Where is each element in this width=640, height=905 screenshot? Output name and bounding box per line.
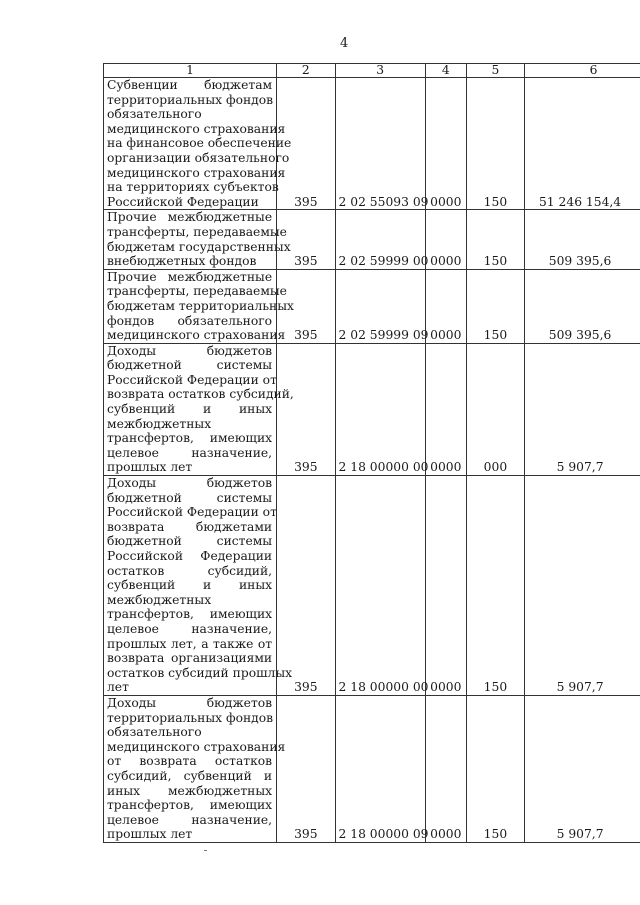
description-line: Российской Федерации	[107, 194, 259, 209]
admin-code: 395	[277, 78, 335, 210]
description-line: прошлых лет	[107, 827, 193, 842]
program-code: 0000	[425, 269, 466, 343]
description-line: обязательного	[107, 725, 202, 740]
revenue-code: 2 18 00000 00	[335, 343, 425, 475]
header-col-1: 1	[104, 64, 277, 78]
admin-code: 395	[277, 269, 335, 343]
description-line: прошлых лет	[107, 460, 193, 475]
description-line: остатков субсидий,	[107, 563, 273, 578]
row-description	[104, 476, 293, 696]
program-code: 0000	[425, 210, 466, 269]
row-description	[104, 210, 291, 269]
description-line: фондов обязательного	[107, 313, 273, 328]
description-line: субвенций и иных	[107, 402, 273, 417]
header-col-6: 6	[525, 64, 640, 78]
amount: 509 395,6	[525, 210, 640, 269]
description-line: территориальных фондов	[107, 710, 274, 725]
description-line: медицинского страхования	[107, 165, 286, 180]
description-line: возврата организациями	[107, 651, 273, 666]
description-line: от возврата остатков	[107, 754, 273, 769]
description-line: целевое назначение,	[107, 445, 273, 460]
description-line: возврата остатков субсидий,	[107, 387, 294, 402]
description-line: бюджетам территориальных	[107, 298, 294, 313]
description-line: трансфертов, имеющих	[107, 431, 273, 446]
description-line: субвенций и иных	[107, 578, 273, 593]
description-line: бюджетной системы	[107, 534, 273, 549]
kosgu-code: 150	[466, 476, 524, 696]
amount: 5 907,7	[525, 343, 640, 475]
description-line: организации обязательного	[107, 150, 290, 165]
description-line: целевое назначение,	[107, 621, 273, 636]
kosgu-code: 150	[466, 210, 524, 269]
description-line: трансферты, передаваемые	[107, 284, 287, 299]
table-row	[104, 476, 640, 696]
description-line: межбюджетных	[107, 416, 212, 431]
kosgu-code: 150	[466, 695, 524, 842]
table-row	[104, 695, 640, 842]
admin-code: 395	[277, 476, 335, 696]
description-line: Прочие межбюджетные	[107, 269, 273, 284]
revenue-code: 2 02 59999 09	[335, 269, 425, 343]
kosgu-code: 150	[466, 78, 524, 210]
description-line: бюджетной системы	[107, 490, 273, 505]
admin-code: 395	[277, 343, 335, 475]
revenue-code: 2 02 59999 00	[335, 210, 425, 269]
description-line: территориальных фондов	[107, 92, 274, 107]
description-line: иных межбюджетных	[107, 783, 273, 798]
description-line: субсидий, субвенций и	[107, 768, 273, 783]
kosgu-code: 150	[466, 269, 524, 343]
program-code: 0000	[425, 78, 466, 210]
table-row	[104, 210, 640, 269]
amount: 5 907,7	[525, 476, 640, 696]
program-code: 0000	[425, 695, 466, 842]
description-line: медицинского страхования	[107, 328, 286, 343]
description-line: обязательного	[107, 107, 202, 122]
description-line: Российской Федерации от	[107, 372, 277, 387]
program-code: 0000	[425, 476, 466, 696]
header-col-5: 5	[466, 64, 524, 78]
description-line: на финансовое обеспечение	[107, 136, 292, 151]
header-row	[104, 64, 640, 78]
description-line: прошлых лет, а также от	[107, 636, 273, 651]
description-line: трансфертов, имеющих	[107, 607, 273, 622]
admin-code: 395	[277, 210, 335, 269]
description-line: Российской Федерации от	[107, 505, 277, 520]
revenue-code: 2 18 00000 00	[335, 476, 425, 696]
program-code: 0000	[425, 343, 466, 475]
table-row	[104, 78, 640, 210]
row-description	[104, 343, 294, 475]
description-line: Российской Федерации	[107, 549, 273, 563]
table-row	[104, 343, 640, 475]
description-line: на территориях субъектов	[107, 180, 279, 195]
description-line: трансфертов, имеющих	[107, 798, 273, 813]
description-line: Доходы бюджетов	[107, 695, 273, 710]
description-line: внебюджетных фондов	[107, 254, 257, 269]
amount: 5 907,7	[525, 695, 640, 842]
revenue-code: 2 02 55093 09	[335, 78, 425, 210]
description-line: лет	[107, 680, 129, 695]
description-line: трансферты, передаваемые	[107, 224, 287, 239]
header-col-4: 4	[425, 64, 466, 78]
description-line: медицинского страхования	[107, 121, 286, 136]
header-col-3: 3	[335, 64, 425, 78]
description-line: межбюджетных	[107, 592, 212, 607]
amount: 51 246 154,4	[525, 78, 640, 210]
description-line: бюджетам государственных	[107, 239, 291, 254]
description-line: медицинского страхования	[107, 739, 286, 754]
description-line: бюджетной системы	[107, 358, 273, 373]
description-line: Доходы бюджетов	[107, 343, 273, 358]
kosgu-code: 000	[466, 343, 524, 475]
description-line: целевое назначение,	[107, 812, 273, 827]
header-col-2: 2	[277, 64, 335, 78]
scan-speck	[204, 850, 207, 851]
revenue-code: 2 18 00000 09	[335, 695, 425, 842]
row-description	[104, 78, 292, 210]
row-description	[104, 269, 294, 343]
table-row	[104, 269, 640, 343]
row-description	[104, 695, 286, 842]
description-line: Субвенции бюджетам	[107, 78, 273, 92]
amount: 509 395,6	[525, 269, 640, 343]
admin-code: 395	[277, 695, 335, 842]
description-line: Прочие межбюджетные	[107, 210, 273, 225]
description-line: остатков субсидий прошлых	[107, 665, 293, 680]
description-line: Доходы бюджетов	[107, 476, 273, 491]
budget-table	[103, 63, 640, 843]
page-number: 4	[340, 36, 349, 51]
description-line: возврата бюджетами	[107, 519, 273, 534]
